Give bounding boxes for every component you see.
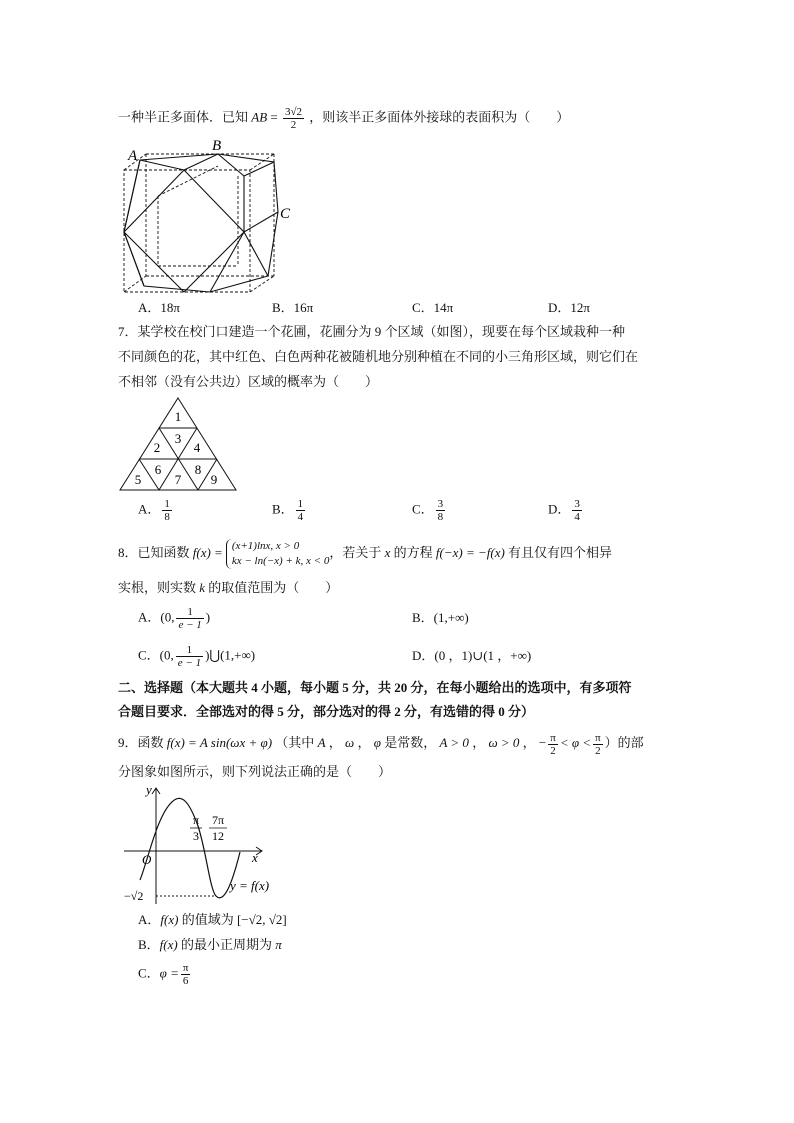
graph-tick-pi-num: π bbox=[192, 813, 200, 827]
triangle-garden-figure bbox=[118, 396, 242, 494]
q7-option-c-den: 8 bbox=[437, 511, 444, 523]
q9-option-c-frac bbox=[181, 962, 191, 987]
q6-option-b[interactable]: B．16π bbox=[272, 300, 314, 315]
q8-line2-a: 实根，则实数 bbox=[118, 580, 197, 595]
sine-graph-figure bbox=[118, 780, 298, 910]
q7-line2: 不同颜色的花，其中红色、白色两种花被随机地分别种植在不同的小三角形区域，则它们在 bbox=[118, 349, 639, 364]
q7-option-c[interactable] bbox=[412, 498, 447, 523]
q8-eq: f(−x) = −f(x) bbox=[435, 545, 505, 560]
q9-func: f(x) = A sin(ωx + φ) bbox=[166, 735, 273, 750]
q6-stem bbox=[118, 106, 569, 131]
q9-frac-right-den: 2 bbox=[595, 744, 601, 757]
q7-option-a-den: 8 bbox=[164, 511, 170, 523]
q8-k: k bbox=[199, 580, 206, 595]
q7-option-d-num: 3 bbox=[574, 498, 580, 510]
q7-option-a-frac bbox=[162, 498, 172, 523]
q9-option-c-num: π bbox=[182, 962, 189, 974]
q9-option-c-pre: C． bbox=[138, 965, 160, 981]
q9-cond2: ω > 0 bbox=[488, 735, 520, 750]
q8-option-a-post: ) bbox=[205, 609, 211, 625]
q9-cond1: A > 0 bbox=[439, 735, 469, 750]
q8-fx: f(x) = bbox=[192, 545, 223, 560]
cell-6: 6 bbox=[154, 462, 162, 477]
q6-option-a[interactable]: A．18π bbox=[138, 300, 180, 315]
q9-option-b-f: f(x) bbox=[159, 937, 178, 952]
graph-x-label: x bbox=[252, 850, 258, 865]
q9-option-a-val: [−√2, √2] bbox=[236, 912, 287, 927]
q8-stem-d: 有且仅有四个相异 bbox=[508, 545, 613, 560]
q9-sep4: ， bbox=[522, 735, 536, 750]
q6-option-c[interactable]: C．14π bbox=[412, 300, 454, 315]
graph-tick-7pi-den: 12 bbox=[212, 829, 224, 843]
q8-stem-a: 8．已知函数 bbox=[118, 545, 190, 560]
q8-option-a[interactable] bbox=[138, 606, 210, 631]
q9-option-b-pre: B． bbox=[138, 937, 160, 952]
q7-option-c-num: 3 bbox=[437, 498, 444, 510]
section2-line1: 二、选择题（本大题共 4 小题，每小题 5 分，共 20 分，在每小题给出的选项中，有多项符 bbox=[118, 680, 632, 695]
q6-frac bbox=[283, 106, 304, 131]
q8-option-c[interactable] bbox=[138, 644, 255, 669]
q8-option-c-den: e − 1 bbox=[177, 657, 202, 669]
q9-option-a[interactable] bbox=[138, 910, 287, 930]
graph-min-label: −√2 bbox=[124, 889, 144, 903]
q6-option-d[interactable]: D．12π bbox=[548, 300, 590, 315]
q9-option-b[interactable] bbox=[138, 935, 282, 955]
q7-option-d-frac bbox=[572, 498, 582, 523]
cell-8: 8 bbox=[194, 462, 202, 477]
label-b: B bbox=[212, 138, 222, 154]
graph-tick-pi-den: 3 bbox=[193, 829, 199, 843]
q8-option-c-pre: C．(0, bbox=[138, 647, 174, 663]
q9-line2: 分图象如图所示，则下列说法正确的是（ ） bbox=[118, 764, 392, 779]
q9-frac-right bbox=[593, 732, 603, 757]
q6-frac-den: 2 bbox=[290, 119, 297, 131]
sine-curve bbox=[140, 798, 240, 897]
q7-option-b-num: 1 bbox=[297, 498, 304, 510]
q9-phi: φ bbox=[373, 735, 381, 750]
q9-omega: ω bbox=[345, 735, 355, 750]
q7-option-a-letter: A． bbox=[138, 501, 161, 517]
q7-option-a[interactable] bbox=[138, 498, 174, 523]
cell-2: 2 bbox=[153, 440, 161, 455]
q8-stem bbox=[118, 536, 612, 570]
graph-origin-label: O bbox=[142, 852, 152, 867]
q9-a: A bbox=[317, 735, 326, 750]
q7-option-d-letter: D． bbox=[548, 501, 571, 517]
q8-option-c-frac bbox=[176, 644, 203, 669]
q8-stem-c: 的方程 bbox=[393, 545, 433, 560]
q9-stem-d: ）的部 bbox=[604, 735, 644, 750]
q8-option-c-post: )⋃(1,+∞) bbox=[205, 647, 256, 663]
q7-option-d-den: 4 bbox=[574, 511, 580, 523]
q7-option-a-num: 1 bbox=[164, 498, 170, 510]
q7-line1: 7．某学校在校门口建造一个花圃，花圃分为 9 个区域（如图），现要在每个区域栽种一种 bbox=[118, 324, 626, 339]
q7-option-b-den: 4 bbox=[297, 511, 304, 523]
q8-piecewise bbox=[226, 539, 330, 569]
q9-option-c-den: 6 bbox=[182, 975, 189, 987]
q7-option-b[interactable] bbox=[272, 498, 307, 523]
q6-stem-a: 一种半正多面体．已知 bbox=[118, 109, 249, 125]
q6-stem-b: ，则该半正多面体外接球的表面积为（ ） bbox=[309, 109, 570, 125]
q9-frac-left-den: 2 bbox=[550, 744, 556, 757]
q9-cond3-mid: < φ < bbox=[559, 735, 592, 750]
q9-option-a-mid: 的值域为 bbox=[178, 912, 237, 927]
cell-3: 3 bbox=[174, 431, 182, 446]
q9-cond3-pre: − bbox=[538, 735, 547, 750]
q8-option-b[interactable]: B．(1,+∞) bbox=[412, 610, 469, 625]
cell-4: 4 bbox=[193, 440, 201, 455]
graph-y-label: y bbox=[146, 782, 152, 797]
label-c: C bbox=[280, 206, 291, 222]
q9-sep3: ， bbox=[472, 735, 486, 750]
q7-option-b-frac bbox=[296, 498, 306, 523]
q8-case1: (x+1)lnx, x > 0 bbox=[231, 540, 300, 553]
q9-option-c-phi: φ = bbox=[159, 965, 179, 981]
q9-frac-left-num: π bbox=[550, 731, 556, 744]
graph-tick-7pi-num: 7π bbox=[211, 813, 225, 827]
q8-line2-b: 的取值范围为（ ） bbox=[208, 580, 339, 595]
q9-sep1: ， bbox=[328, 735, 342, 750]
q9-stem-c: 是常数， bbox=[384, 735, 437, 750]
q9-option-a-f: f(x) bbox=[160, 912, 179, 927]
cube-dashed bbox=[124, 154, 274, 292]
graph-curve-label: y = f(x) bbox=[230, 878, 270, 893]
cell-1: 1 bbox=[174, 409, 182, 424]
q6-eq: = bbox=[270, 109, 278, 125]
q9-option-b-mid: 的最小正周期为 bbox=[177, 937, 276, 952]
q8-option-a-pre: A．(0, bbox=[138, 609, 175, 625]
q8-line2 bbox=[118, 578, 338, 598]
label-a: A bbox=[128, 148, 138, 164]
q8-option-a-num: 1 bbox=[176, 606, 203, 619]
q7-option-d[interactable] bbox=[548, 498, 584, 523]
q9-option-a-pre: A． bbox=[138, 912, 161, 927]
q9-sep2: ， bbox=[357, 735, 371, 750]
q9-frac-right-num: π bbox=[595, 731, 601, 744]
q8-option-a-frac bbox=[176, 606, 203, 631]
q7-line3: 不相邻（没有公共边）区域的概率为（ ） bbox=[118, 374, 379, 389]
q9-stem-a: 9．函数 bbox=[118, 735, 164, 750]
q6-frac-num: 3√2 bbox=[285, 106, 303, 118]
q8-x: x bbox=[384, 545, 391, 560]
q8-case2: kx − ln(−x) + k, x < 0 bbox=[231, 555, 330, 568]
q8-option-a-den: e − 1 bbox=[178, 619, 202, 631]
q7-option-c-frac bbox=[436, 498, 446, 523]
q9-option-c[interactable] bbox=[138, 962, 192, 987]
cell-7: 7 bbox=[174, 472, 182, 487]
q8-stem-b: ，若关于 bbox=[329, 545, 382, 560]
q9-stem-b: （其中 bbox=[275, 735, 315, 750]
q8-option-c-num: 1 bbox=[176, 644, 203, 657]
q7-option-b-letter: B． bbox=[272, 501, 294, 517]
q9-option-b-val: π bbox=[275, 937, 282, 952]
section2-line2: 合题目要求．全部选对的得 5 分，部分选对的得 2 分，有选错的得 0 分） bbox=[118, 704, 535, 719]
q7-option-c-letter: C． bbox=[412, 501, 434, 517]
cell-9: 9 bbox=[210, 472, 218, 487]
polyhedron-figure bbox=[118, 136, 298, 296]
q9-stem bbox=[118, 726, 644, 760]
q8-option-d[interactable]: D．(0 ，1)∪(1 ，+∞) bbox=[412, 648, 532, 663]
q6-ab: AB bbox=[251, 109, 268, 125]
cell-5: 5 bbox=[134, 472, 142, 487]
q9-frac-left bbox=[548, 732, 558, 757]
